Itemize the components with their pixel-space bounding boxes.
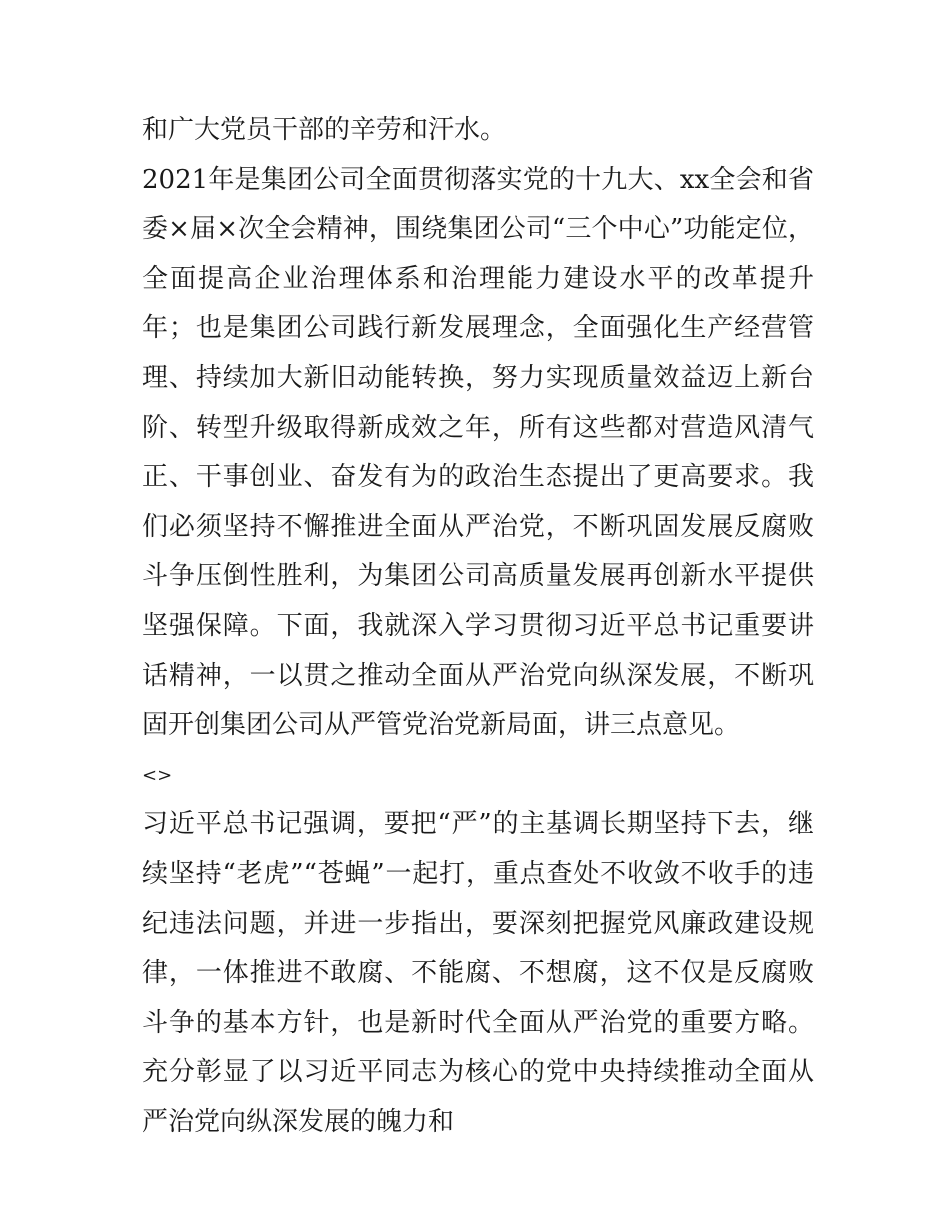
document-body	[142, 106, 814, 1147]
section-marker: <>	[142, 764, 173, 786]
paragraph-2021-overview: 2021年是集团公司全面贯彻落实党的十九大、xx全会和省委×届×次全会精神，围绕集团公司“三个中心”功能定位，全面提高企业治理体系和治理能力建设水平的改革提升年；也是集团公司践行新发展理念，全面强化生产经营管理、持续加大新旧动能转换，努力实现质量效益迈上新台阶、转型升级取得新成效之年，所有这些都对营造风清气正、干事创业、奋发有为的政治生态提出了更高要求。我们必须坚持不懈推进全面从严治党，不断巩固发展反腐败斗争压倒性胜利，为集团公司高质量发展再创新水平提供坚强保障。下面，我就深入学习贯彻习近平总书记重要讲话精神，一以贯之推动全面从严治党向纵深发展，不断巩固开创集团公司从严管党治党新局面，讲三点意见。	[142, 164, 814, 741]
paragraph-xi-emphasis: 习近平总书记强调，要把“严”的主基调长期坚持下去，继续坚持“老虎”“苍蝇”一起打，重点查处不收敛不收手的违纪违法问题，并进一步指出，要深刻把握党风廉政建设规律，一体推进不敢腐、不能腐、不想腐，这不仅是反腐败斗争的基本方针，也是新时代全面从严治党的重要方略。充分彰显了以习近平同志为核心的党中央持续推动全面从严治党向纵深发展的魄力和	[142, 809, 814, 1137]
paragraph-continuation: 和广大党员干部的辛劳和汗水。	[142, 115, 507, 145]
